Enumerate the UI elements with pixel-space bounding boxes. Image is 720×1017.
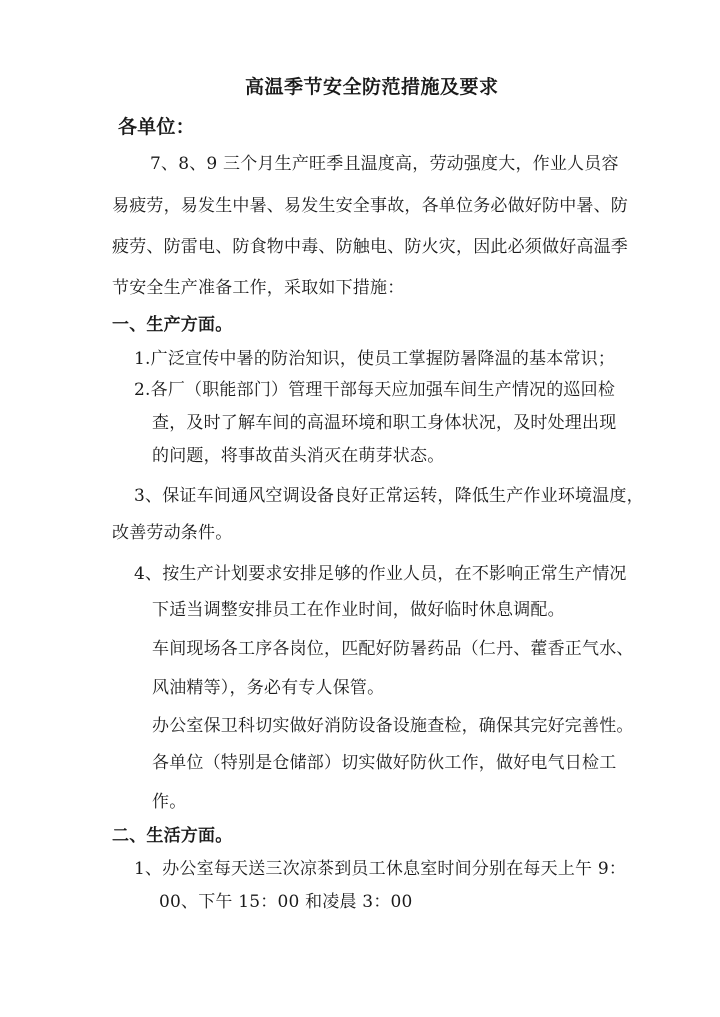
measure-line: 改善劳动条件。 xyxy=(112,523,233,543)
measure-line: 1.广泛宣传中暑的防治知识，使员工掌握防暑降温的基本常识； xyxy=(134,349,616,369)
document-title: 高温季节安全防范措施及要求 xyxy=(245,76,499,98)
measure-line: 的问题，将事故苗头消灭在萌芽状态。 xyxy=(152,446,445,466)
salutation: 各单位： xyxy=(118,116,195,138)
section-heading-production: 一、生产方面。 xyxy=(112,315,233,335)
measure-line: 00、下午 15：00 和凌晨 3：00 xyxy=(159,892,413,912)
measure-line: 2.各厂（职能部门）管理干部每天应加强车间生产情况的巡回检 xyxy=(134,380,616,400)
measure-line: 4、按生产计划要求安排足够的作业人员，在不影响正常生产情况 xyxy=(134,564,627,584)
measure-line: 查，及时了解车间的高温环境和职工身体状况，及时处理出现 xyxy=(152,413,617,433)
measure-line: 车间现场各工序各岗位，匹配好防暑药品（仁丹、藿香正气水、 xyxy=(152,639,634,659)
measure-line: 各单位（特别是仓储部）切实做好防伙工作，做好电气日检工 xyxy=(152,753,617,773)
measure-line: 办公室保卫科切实做好消防设备设施查检，确保其完好完善性。 xyxy=(152,716,634,736)
intro-line: 节安全生产准备工作，采取如下措施： xyxy=(112,278,405,298)
measure-line: 下适当调整安排员工在作业时间，做好临时休息调配。 xyxy=(152,600,565,620)
measure-line: 3、保证车间通风空调设备良好正常运转，降低生产作业环境温度， xyxy=(134,486,644,506)
intro-line: 7、8、9 三个月生产旺季且温度高，劳动强度大，作业人员容 xyxy=(150,154,619,174)
section-heading-living: 二、生活方面。 xyxy=(112,826,233,846)
measure-line: 作。 xyxy=(152,792,187,812)
measure-line: 1、办公室每天送三次凉茶到员工休息室时间分别在每天上午 9： xyxy=(134,859,627,879)
intro-line: 疲劳、防雷电、防食物中毒、防触电、防火灾，因此必须做好高温季 xyxy=(112,237,628,257)
intro-line: 易疲劳，易发生中暑、易发生安全事故，各单位务必做好防中暑、防 xyxy=(112,196,628,216)
measure-line: 风油精等），务必有专人保管。 xyxy=(152,678,385,698)
